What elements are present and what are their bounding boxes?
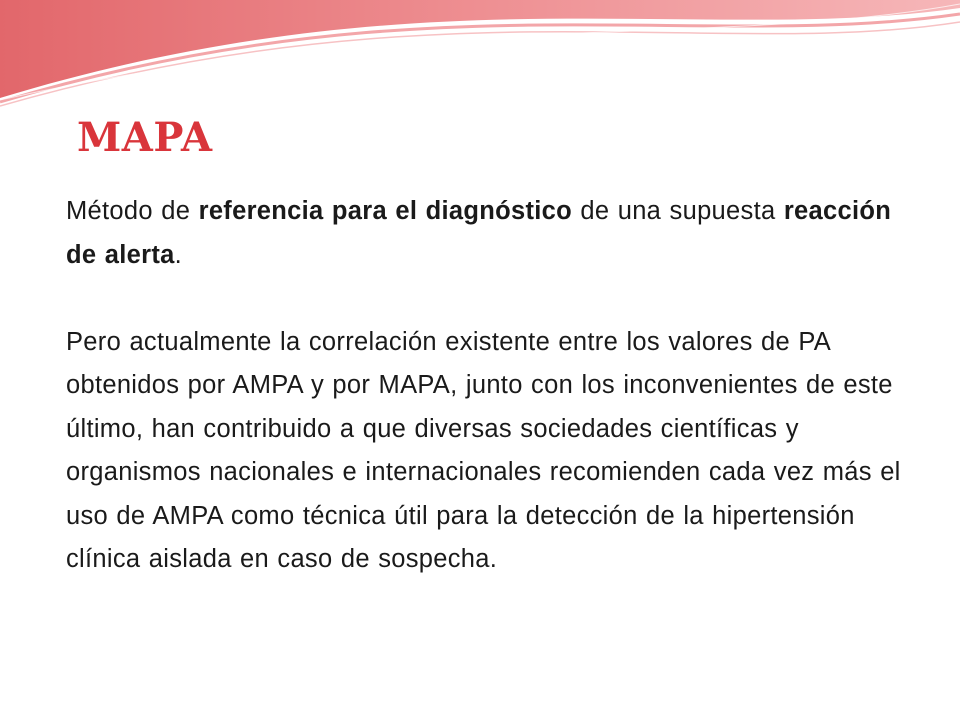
paragraph-context: Pero actualmente la correlación existente entre los valores de PA obtenidos por AMPA y por MAPA, junto con los inconvenientes de este último, han contribuido a que diversas sociedades científicas y organismos nacionales e internacionales recomienden cada vez más el uso de AMPA como técnica útil para la detección de la hipertensión clínica aislada en caso de sospecha.: [66, 327, 901, 573]
definition-text-1: Método de: [66, 197, 199, 225]
definition-text-3: .: [174, 240, 182, 269]
definition-bold-1: referencia para el diagnóstico: [198, 197, 572, 225]
header-wave-decoration: [0, 0, 960, 120]
slide-body: [66, 190, 906, 582]
definition-text-2: de una supuesta: [571, 197, 784, 225]
definition-bold-2: reacción de alerta: [66, 197, 892, 269]
slide-title: MAPA: [77, 114, 213, 161]
paragraph-definition: [66, 190, 906, 277]
